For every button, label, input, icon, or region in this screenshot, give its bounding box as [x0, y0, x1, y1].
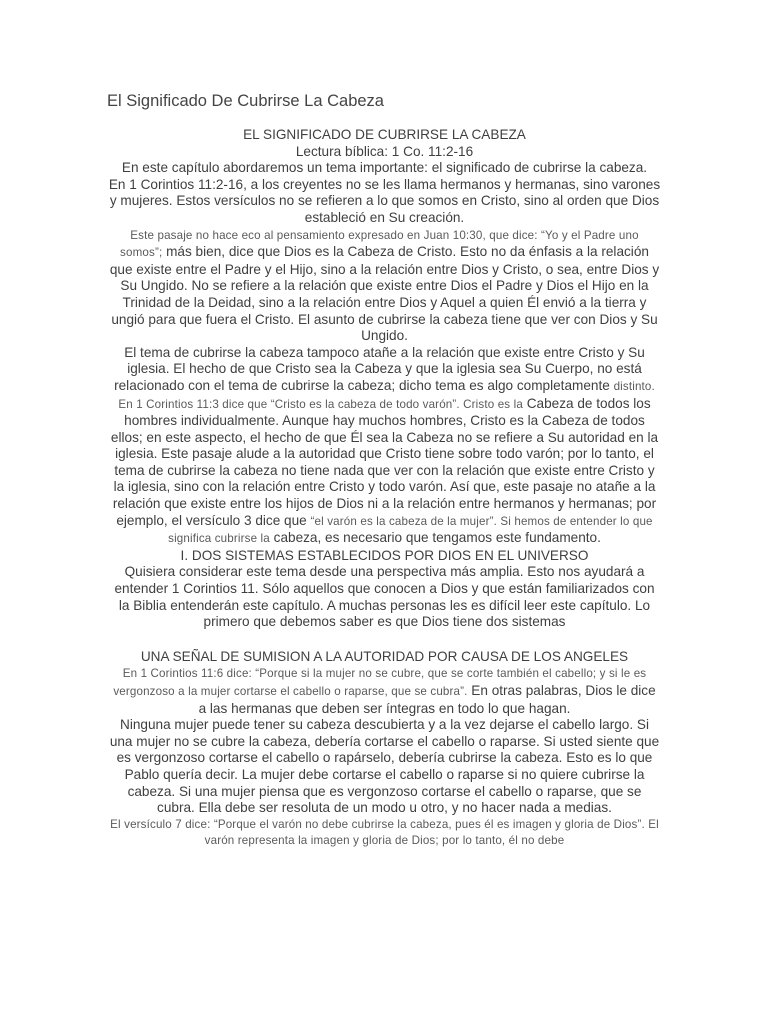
paragraph-3-part-c: Cabeza de todos los hombres individualmente. Aunque hay muchos hombres, Cristo es la Cabeza de todos ellos; en este aspecto, el hecho de que Él sea la Cabeza no se refiere a Su autoridad en la iglesia. Este pasaje alude a la autoridad que Cristo tiene sobre todo varón; por lo tanto, el tema de cubrirse la cabeza no tiene nada que ver con la relación que existe entre Cristo y la iglesia, sino con la relación entre Cristo y todo varón. Así que, este pasaje no atañe a la relación que existe entre los hijos de Dios ni a la relación entre hermanos y hermanas; por ejemplo, el versículo 3 dice que [110, 395, 659, 528]
paragraph-2-quote: Este pasaje no hace eco al pensamiento expresado en Juan 10:30, que dice: “Yo y el Padre uno somos”; [120, 228, 639, 260]
paragraph-3-part-a: El tema de cubrirse la cabeza tampoco atañe a la relación que existe entre Cristo y Su iglesia. El hecho de que Cristo sea la Cabeza y que la iglesia sea Su Cuerpo, no está relacionado con el tema de cubrirse la cabeza; dicho tema es algo completamente [114, 344, 645, 393]
paragraph-2 [108, 227, 661, 345]
paragraph-1: En 1 Corintios 11:2-16, a los creyentes no se les llama hermanos y hermanas, sino varones y mujeres. Estos versículos no se refieren a lo que somos en Cristo, sino al orden que Dios estableció en Su creación. [108, 176, 661, 225]
heading: EL SIGNIFICADO DE CUBRIRSE LA CABEZA [243, 127, 526, 142]
paragraph-5-body: En otras palabras, Dios le dice a las hermanas que deben ser íntegras en todo lo que hagan. [198, 683, 656, 716]
paragraph-3-part-d: “el varón es la cabeza de la mujer”. Si hemos de entender lo que significa cubrirse la [168, 514, 653, 546]
section-spacer [108, 631, 661, 649]
paragraph-2-body: más bien, dice que Dios es la Cabeza de Cristo. Esto no da énfasis a la relación que existe entre el Padre y el Hijo, sino a la relación entre Dios y Cristo, o sea, entre Dios y Su Ungido. No se refiere a la relación que existe entre Dios el Padre y Dios el Hijo en la Trinidad de la Deidad, sino a la relación entre Dios y Aquel a quien Él envió a la tierra y ungió para que fuera el Cristo. El asunto de cubrirse la cabeza tiene que ver con Dios y Su Ungido. [109, 244, 660, 344]
paragraph-3-part-b: distinto. En 1 Corintios 11:3 dice que “Cristo es la cabeza de todo varón”. Cristo es la [118, 379, 655, 411]
paragraph-3-part-e: cabeza, es necesario que tengamos este fundamento. [269, 530, 601, 546]
paragraph-5-quote: En 1 Corintios 11:6 dice: “Porque si la mujer no se cubre, que se corte también el cabello; y si le es vergonzoso a la mujer cortarse el cabello o raparse, que se cubra”. [113, 667, 647, 698]
paragraph-7: El versículo 7 dice: “Porque el varón no debe cubrirse la cabeza, pues él es imagen y gloria de Dios”. El varón representa la imagen y gloria de Dios; por lo tanto, él no debe [110, 817, 659, 848]
paragraph-6: Ninguna mujer puede tener su cabeza descubierta y a la vez dejarse el cabello largo. Si una mujer no se cubre la cabeza, debería cortarse el cabello o raparse. Si usted siente que es vergonzoso cortarse el cabello o rapárselo, debería cubrirse la cabeza. Esto es lo que Pablo quería decir. La mujer debe cortarse el cabello o raparse si no quiere cubrirse la cabeza. Si una mujer piensa que es vergonzoso cortarse el cabello o raparse, que se cubra. Ella debe ser resoluta de un modo u otro, y no hacer nada a medias. [109, 717, 660, 816]
section-heading-2: UNA SEÑAL DE SUMISION A LA AUTORIDAD POR CAUSA DE LOS ANGELES [140, 648, 629, 664]
reading-reference: Lectura bíblica: 1 Co. 11:2-16 [295, 143, 474, 159]
paragraph-4: Quisiera considerar este tema desde una perspectiva más amplia. Esto nos ayudará a entender 1 Corintios 11. Sólo aquellos que conocen a Dios y que están familiarizados con la Biblia entenderán este capítulo. A muchas personas les es difícil leer este capítulo. Lo primero que debemos saber es que Dios tiene dos sistemas [114, 564, 655, 630]
paragraph-5 [108, 665, 661, 717]
document-body [108, 127, 661, 850]
paragraph-3 [108, 345, 661, 548]
section-heading-1: I. DOS SISTEMAS ESTABLECIDOS POR DIOS EN EL UNIVERSO [180, 547, 589, 563]
document-title: El Significado De Cubrirse La Cabeza [107, 92, 384, 110]
intro-paragraph: En este capítulo abordaremos un tema importante: el significado de cubrirse la cabeza. [121, 160, 648, 176]
